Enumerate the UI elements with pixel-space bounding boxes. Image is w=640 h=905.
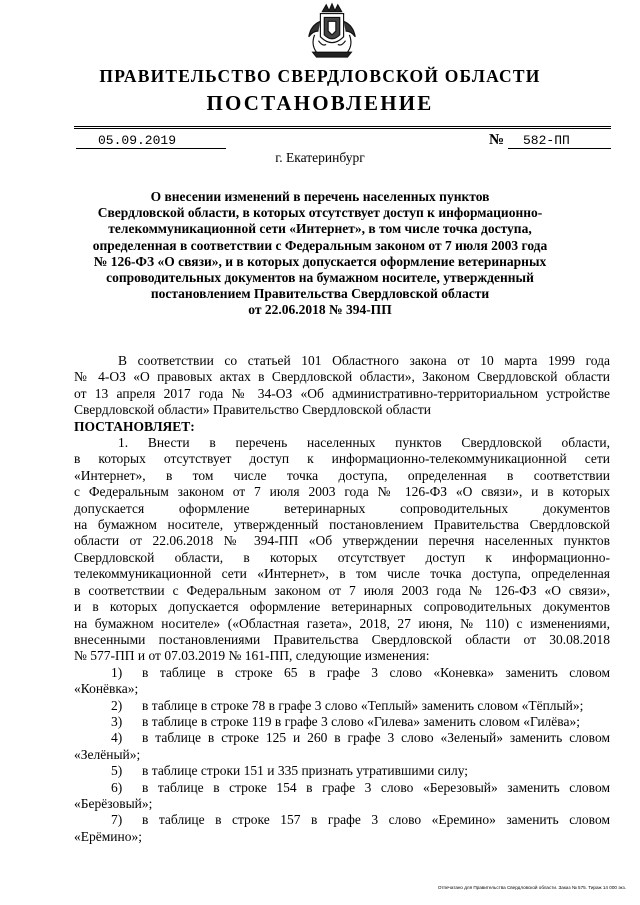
preamble-line: от 13 апреля 2017 года № 34-ОЗ «Об административно-территориальном устройстве xyxy=(74,385,610,401)
point1-line: в которых отсутствует доступ к информационно-телекоммуникационной сети xyxy=(74,451,610,467)
point1-line: с Федеральным законом от 7 июля 2003 года № 126-ФЗ «О связи», и в которых xyxy=(74,484,610,500)
point1-line: на бумажном носителе, утвержденный постановлением Правительства Свердловской xyxy=(74,517,610,533)
subitem-text: в таблице в строке 125 и 260 в графе 3 слово «Зеленый» заменить словом xyxy=(142,730,610,746)
subitem-number: 3) xyxy=(111,713,123,729)
document-date: 05.09.2019 xyxy=(98,133,177,148)
preamble-line: В соответствии со статьей 101 Областного закона от 10 марта 1999 года xyxy=(118,353,610,368)
subitem-4 xyxy=(74,730,610,746)
point1-line: № 577-ПП и от 07.03.2019 № 161-ПП, следующие изменения: xyxy=(74,648,430,664)
preamble-line: Свердловской области» Правительство Свердловской области xyxy=(74,402,432,418)
subitem-text: в таблице строки 151 и 335 признать утратившими силу; xyxy=(142,763,469,779)
point1-line: «Интернет», в том числе точка доступа, определенная в соответствии xyxy=(74,467,610,483)
subitem-number: 5) xyxy=(111,763,123,779)
subitem-continuation: «Зелёный»; xyxy=(74,746,141,762)
point1-line: допускается оформление ветеринарных сопроводительных документов xyxy=(74,500,610,516)
subitem-text: в таблице в строке 119 в графе 3 слово «Гилева» заменить словом «Гилёва»; xyxy=(142,713,580,729)
government-name: ПРАВИТЕЛЬСТВО СВЕРДЛОВСКОЙ ОБЛАСТИ xyxy=(99,66,541,86)
title-line: О внесении изменений в перечень населенных пунктов xyxy=(150,189,490,204)
point1-line: внесенными постановлениями Правительства Свердловской области от 30.08.2018 xyxy=(74,631,610,647)
title-line: Свердловской области, в которых отсутствует доступ к информационно- xyxy=(97,205,543,221)
point1-line: Свердловской области, в которых отсутствует доступ к информационно- xyxy=(74,549,610,565)
city-name: г. Екатеринбург xyxy=(275,150,365,165)
subitem-6 xyxy=(74,780,610,796)
subitem-continuation: «Берёзовый»; xyxy=(74,795,153,811)
point1-line: и в которых допускается оформление ветеринарных сопроводительных документов xyxy=(74,599,610,615)
title-line: сопроводительных документов на бумажном носителе, утвержденный xyxy=(106,270,534,286)
number-label: № xyxy=(489,132,505,148)
date-underline xyxy=(76,148,226,149)
title-line: от 22.06.2018 № 394-ПП xyxy=(248,302,392,318)
subitem-number: 6) xyxy=(111,779,123,795)
title-line: № 126-ФЗ «О связи», и в которых допускается оформление ветеринарных xyxy=(93,253,547,269)
subitem-text: в таблице в строке 154 в графе 3 слово «Березовый» заменить словом xyxy=(142,779,610,795)
subitem-number: 1) xyxy=(111,664,123,680)
subitem-continuation: «Ерёмино»; xyxy=(74,828,142,844)
point1-line: в соответствии с Федеральным законом от 7 июля 2003 года № 126-ФЗ «О связи», xyxy=(74,582,610,598)
subitem-5 xyxy=(74,763,610,779)
header-divider xyxy=(74,126,611,127)
point1-line: 1. Внести в перечень населенных пунктов Свердловской области, xyxy=(118,435,610,451)
document-number: 582-ПП xyxy=(523,133,570,148)
subitem-3 xyxy=(74,714,610,730)
subitem-number: 7) xyxy=(111,812,123,828)
print-footer: Отпечатано для Правительства Свердловской области. Заказ № 575. Тираж 14 000 экз. xyxy=(437,885,626,890)
title-line: телекоммуникационной сети «Интернет», в том числе точка доступа, xyxy=(108,221,532,237)
subitem-text: в таблице в строке 65 в графе 3 слово «Коневка» заменить словом xyxy=(142,664,610,680)
point1-line: на бумажном носителе» («Областная газета», 2018, 27 июня, № 110) с изменениями, xyxy=(74,615,610,631)
subitem-1 xyxy=(74,665,610,681)
document-title xyxy=(60,189,580,319)
subitem-2 xyxy=(74,698,610,714)
subitem-7 xyxy=(74,812,610,828)
number-underline xyxy=(508,148,611,149)
title-line: определенная в соответствии с Федеральным законом от 7 июля 2003 года xyxy=(92,237,548,253)
document-body xyxy=(74,353,610,845)
resolves-heading: ПОСТАНОВЛЯЕТ: xyxy=(74,418,195,434)
subitem-continuation: «Конёвка»; xyxy=(74,681,139,697)
subitem-text: в таблице в строке 157 в графе 3 слово «Еремино» заменить словом xyxy=(142,812,610,828)
coat-of-arms-emblem xyxy=(303,2,361,60)
subitem-number: 2) xyxy=(111,697,123,713)
title-line: постановлением Правительства Свердловской области xyxy=(150,286,490,302)
header-divider-thin xyxy=(74,128,611,129)
point1-line: телекоммуникационной сети «Интернет», в том числе точка доступа, определенная xyxy=(74,566,610,582)
document-type: ПОСТАНОВЛЕНИЕ xyxy=(206,91,434,115)
preamble-line: № 4-ОЗ «О правовых актах в Свердловской области», Законом Свердловской области xyxy=(74,369,610,385)
point1-line: области от 22.06.2018 № 394-ПП «Об утверждении перечня населенных пунктов xyxy=(74,533,610,549)
subitem-number: 4) xyxy=(111,730,123,746)
subitem-text: в таблице в строке 78 в графе 3 слово «Теплый» заменить словом «Тёплый»; xyxy=(142,697,584,713)
